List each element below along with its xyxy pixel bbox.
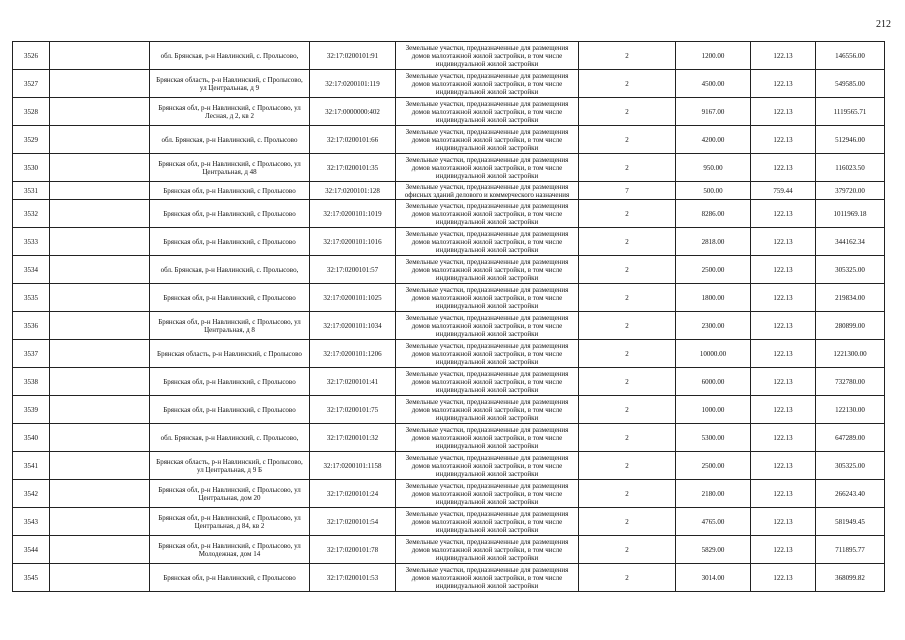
cadastral-value-cell: 379720.00 — [816, 182, 885, 200]
group-code-cell: 2 — [579, 452, 676, 480]
cadastral-number-cell: 32:17:0200101:41 — [310, 368, 396, 396]
land-purpose-cell: Земельные участки, предназначенные для размещения домов малоэтажной жилой застройки, в том числе индивидуальной жилой застройки — [396, 368, 579, 396]
row-number-cell: 3538 — [13, 368, 50, 396]
cadastral-value-cell: 146556.00 — [816, 42, 885, 70]
table-row — [13, 200, 885, 228]
cadastral-value-cell: 305325.00 — [816, 256, 885, 284]
row-number-cell: 3545 — [13, 564, 50, 592]
land-purpose-cell: Земельные участки, предназначенные для размещения офисных зданий делового и коммерческого назначения — [396, 182, 579, 200]
table-body — [13, 42, 885, 592]
group-code-cell: 2 — [579, 284, 676, 312]
land-registry-table — [12, 41, 885, 592]
area-cell: 2500.00 — [676, 452, 751, 480]
specific-value-cell: 122.13 — [751, 508, 816, 536]
blank-cell — [50, 126, 150, 154]
row-number-cell: 3532 — [13, 200, 50, 228]
blank-cell — [50, 70, 150, 98]
address-cell: Брянская обл, р-н Навлинский, с Пролысово — [150, 564, 310, 592]
group-code-cell: 2 — [579, 312, 676, 340]
table-row — [13, 312, 885, 340]
row-number-cell: 3543 — [13, 508, 50, 536]
address-cell: обл. Брянская, р-н Навлинский, с. Пролысово, — [150, 42, 310, 70]
address-cell: обл. Брянская, р-н Навлинский, с. Пролысово, — [150, 424, 310, 452]
land-purpose-cell: Земельные участки, предназначенные для размещения домов малоэтажной жилой застройки, в том числе индивидуальной жилой застройки — [396, 564, 579, 592]
group-code-cell: 2 — [579, 508, 676, 536]
specific-value-cell: 122.13 — [751, 70, 816, 98]
land-purpose-cell: Земельные участки, предназначенные для размещения домов малоэтажной жилой застройки, в том числе индивидуальной жилой застройки — [396, 424, 579, 452]
group-code-cell: 2 — [579, 126, 676, 154]
address-cell: Брянская обл, р-н Навлинский, с Пролысово, ул Лесная, д 2, кв 2 — [150, 98, 310, 126]
group-code-cell: 2 — [579, 70, 676, 98]
table-row — [13, 70, 885, 98]
cadastral-value-cell: 344162.34 — [816, 228, 885, 256]
land-purpose-cell: Земельные участки, предназначенные для размещения домов малоэтажной жилой застройки, в том числе индивидуальной жилой застройки — [396, 70, 579, 98]
table-row — [13, 126, 885, 154]
blank-cell — [50, 564, 150, 592]
specific-value-cell: 122.13 — [751, 564, 816, 592]
cadastral-value-cell: 549585.00 — [816, 70, 885, 98]
cadastral-number-cell: 32:17:0200101:24 — [310, 480, 396, 508]
cadastral-value-cell: 711895.77 — [816, 536, 885, 564]
group-code-cell: 2 — [579, 154, 676, 182]
area-cell: 500.00 — [676, 182, 751, 200]
area-cell: 8286.00 — [676, 200, 751, 228]
row-number-cell: 3536 — [13, 312, 50, 340]
blank-cell — [50, 312, 150, 340]
blank-cell — [50, 368, 150, 396]
table-row — [13, 396, 885, 424]
cadastral-value-cell: 368099.82 — [816, 564, 885, 592]
cadastral-number-cell: 32:17:0200101:35 — [310, 154, 396, 182]
row-number-cell: 3533 — [13, 228, 50, 256]
land-purpose-cell: Земельные участки, предназначенные для размещения домов малоэтажной жилой застройки, в том числе индивидуальной жилой застройки — [396, 536, 579, 564]
cadastral-number-cell: 32:17:0200101:91 — [310, 42, 396, 70]
blank-cell — [50, 536, 150, 564]
cadastral-number-cell: 32:17:0200101:128 — [310, 182, 396, 200]
blank-cell — [50, 340, 150, 368]
table-row — [13, 564, 885, 592]
address-cell: Брянская обл, р-н Навлинский, с Пролысово, ул Центральная, д 8 — [150, 312, 310, 340]
cadastral-value-cell: 122130.00 — [816, 396, 885, 424]
address-cell: Брянская обл, р-н Навлинский, с Пролысово — [150, 182, 310, 200]
cadastral-value-cell: 581949.45 — [816, 508, 885, 536]
cadastral-number-cell: 32:17:0000000:402 — [310, 98, 396, 126]
table-row — [13, 340, 885, 368]
blank-cell — [50, 480, 150, 508]
land-purpose-cell: Земельные участки, предназначенные для размещения домов малоэтажной жилой застройки, в том числе индивидуальной жилой застройки — [396, 396, 579, 424]
blank-cell — [50, 154, 150, 182]
cadastral-number-cell: 32:17:0200101:75 — [310, 396, 396, 424]
area-cell: 5829.00 — [676, 536, 751, 564]
group-code-cell: 2 — [579, 256, 676, 284]
area-cell: 1000.00 — [676, 396, 751, 424]
land-purpose-cell: Земельные участки, предназначенные для размещения домов малоэтажной жилой застройки, в том числе индивидуальной жилой застройки — [396, 42, 579, 70]
address-cell: Брянская обл, р-н Навлинский, с Пролысово — [150, 396, 310, 424]
page-number: 212 — [876, 19, 891, 30]
table-row — [13, 154, 885, 182]
row-number-cell: 3530 — [13, 154, 50, 182]
area-cell: 10000.00 — [676, 340, 751, 368]
address-cell: Брянская обл, р-н Навлинский, с Пролысово — [150, 284, 310, 312]
specific-value-cell: 122.13 — [751, 126, 816, 154]
table-row — [13, 42, 885, 70]
area-cell: 5300.00 — [676, 424, 751, 452]
table-row — [13, 452, 885, 480]
cadastral-value-cell: 266243.40 — [816, 480, 885, 508]
blank-cell — [50, 452, 150, 480]
table-row — [13, 424, 885, 452]
cadastral-number-cell: 32:17:0200101:1016 — [310, 228, 396, 256]
land-purpose-cell: Земельные участки, предназначенные для размещения домов малоэтажной жилой застройки, в том числе индивидуальной жилой застройки — [396, 452, 579, 480]
cadastral-value-cell: 219834.00 — [816, 284, 885, 312]
blank-cell — [50, 284, 150, 312]
row-number-cell: 3526 — [13, 42, 50, 70]
blank-cell — [50, 256, 150, 284]
specific-value-cell: 122.13 — [751, 424, 816, 452]
area-cell: 2300.00 — [676, 312, 751, 340]
specific-value-cell: 122.13 — [751, 256, 816, 284]
area-cell: 2818.00 — [676, 228, 751, 256]
group-code-cell: 2 — [579, 564, 676, 592]
address-cell: Брянская обл, р-н Навлинский, с Пролысово — [150, 200, 310, 228]
cadastral-value-cell: 1011969.18 — [816, 200, 885, 228]
row-number-cell: 3529 — [13, 126, 50, 154]
row-number-cell: 3541 — [13, 452, 50, 480]
cadastral-number-cell: 32:17:0200101:54 — [310, 508, 396, 536]
cadastral-number-cell: 32:17:0200101:1034 — [310, 312, 396, 340]
area-cell: 2180.00 — [676, 480, 751, 508]
address-cell: Брянская обл, р-н Навлинский, с Пролысово — [150, 368, 310, 396]
cadastral-value-cell: 305325.00 — [816, 452, 885, 480]
table-row — [13, 368, 885, 396]
row-number-cell: 3528 — [13, 98, 50, 126]
land-purpose-cell: Земельные участки, предназначенные для размещения домов малоэтажной жилой застройки, в том числе индивидуальной жилой застройки — [396, 154, 579, 182]
table-row — [13, 182, 885, 200]
specific-value-cell: 122.13 — [751, 228, 816, 256]
specific-value-cell: 122.13 — [751, 98, 816, 126]
group-code-cell: 2 — [579, 536, 676, 564]
blank-cell — [50, 200, 150, 228]
row-number-cell: 3531 — [13, 182, 50, 200]
cadastral-value-cell: 647289.00 — [816, 424, 885, 452]
address-cell: Брянская обл, р-н Навлинский, с Пролысово, ул Молодежная, дом 14 — [150, 536, 310, 564]
area-cell: 950.00 — [676, 154, 751, 182]
specific-value-cell: 122.13 — [751, 42, 816, 70]
specific-value-cell: 122.13 — [751, 284, 816, 312]
row-number-cell: 3539 — [13, 396, 50, 424]
specific-value-cell: 122.13 — [751, 396, 816, 424]
table-row — [13, 228, 885, 256]
blank-cell — [50, 42, 150, 70]
row-number-cell: 3544 — [13, 536, 50, 564]
cadastral-number-cell: 32:17:0200101:32 — [310, 424, 396, 452]
table-row — [13, 536, 885, 564]
address-cell: Брянская обл, р-н Навлинский, с Пролысово, ул Центральная, д 48 — [150, 154, 310, 182]
group-code-cell: 2 — [579, 42, 676, 70]
specific-value-cell: 122.13 — [751, 368, 816, 396]
row-number-cell: 3537 — [13, 340, 50, 368]
group-code-cell: 2 — [579, 424, 676, 452]
address-cell: Брянская область, р-н Навлинский, с Пролысово, ул Центральная, д 9 Б — [150, 452, 310, 480]
specific-value-cell: 122.13 — [751, 200, 816, 228]
cadastral-value-cell: 512946.00 — [816, 126, 885, 154]
area-cell: 4500.00 — [676, 70, 751, 98]
table-row — [13, 284, 885, 312]
specific-value-cell: 122.13 — [751, 452, 816, 480]
specific-value-cell: 759.44 — [751, 182, 816, 200]
address-cell: обл. Брянская, р-н Навлинский, с. Пролысово, — [150, 256, 310, 284]
blank-cell — [50, 182, 150, 200]
blank-cell — [50, 228, 150, 256]
cadastral-number-cell: 32:17:0200101:1206 — [310, 340, 396, 368]
land-purpose-cell: Земельные участки, предназначенные для размещения домов малоэтажной жилой застройки, в том числе индивидуальной жилой застройки — [396, 340, 579, 368]
row-number-cell: 3535 — [13, 284, 50, 312]
area-cell: 1800.00 — [676, 284, 751, 312]
group-code-cell: 2 — [579, 396, 676, 424]
cadastral-value-cell: 732780.00 — [816, 368, 885, 396]
cadastral-value-cell: 116023.50 — [816, 154, 885, 182]
blank-cell — [50, 508, 150, 536]
cadastral-number-cell: 32:17:0200101:1019 — [310, 200, 396, 228]
cadastral-number-cell: 32:17:0200101:78 — [310, 536, 396, 564]
group-code-cell: 2 — [579, 228, 676, 256]
table-row — [13, 508, 885, 536]
land-purpose-cell: Земельные участки, предназначенные для размещения домов малоэтажной жилой застройки, в том числе индивидуальной жилой застройки — [396, 256, 579, 284]
cadastral-number-cell: 32:17:0200101:1025 — [310, 284, 396, 312]
group-code-cell: 2 — [579, 98, 676, 126]
blank-cell — [50, 98, 150, 126]
address-cell: Брянская обл, р-н Навлинский, с Пролысово, ул Центральная, дом 20 — [150, 480, 310, 508]
group-code-cell: 7 — [579, 182, 676, 200]
land-purpose-cell: Земельные участки, предназначенные для размещения домов малоэтажной жилой застройки, в том числе индивидуальной жилой застройки — [396, 200, 579, 228]
specific-value-cell: 122.13 — [751, 536, 816, 564]
cadastral-value-cell: 280899.00 — [816, 312, 885, 340]
area-cell: 1200.00 — [676, 42, 751, 70]
group-code-cell: 2 — [579, 340, 676, 368]
row-number-cell: 3542 — [13, 480, 50, 508]
group-code-cell: 2 — [579, 200, 676, 228]
address-cell: Брянская область, р-н Навлинский, с Пролысово — [150, 340, 310, 368]
area-cell: 4200.00 — [676, 126, 751, 154]
row-number-cell: 3540 — [13, 424, 50, 452]
blank-cell — [50, 424, 150, 452]
land-purpose-cell: Земельные участки, предназначенные для размещения домов малоэтажной жилой застройки, в том числе индивидуальной жилой застройки — [396, 480, 579, 508]
cadastral-number-cell: 32:17:0200101:53 — [310, 564, 396, 592]
land-purpose-cell: Земельные участки, предназначенные для размещения домов малоэтажной жилой застройки, в том числе индивидуальной жилой застройки — [396, 284, 579, 312]
cadastral-number-cell: 32:17:0200101:57 — [310, 256, 396, 284]
land-purpose-cell: Земельные участки, предназначенные для размещения домов малоэтажной жилой застройки, в том числе индивидуальной жилой застройки — [396, 228, 579, 256]
group-code-cell: 2 — [579, 368, 676, 396]
address-cell: Брянская область, р-н Навлинский, с Пролысово, ул Центральная, д 9 — [150, 70, 310, 98]
group-code-cell: 2 — [579, 480, 676, 508]
table-row — [13, 98, 885, 126]
area-cell: 6000.00 — [676, 368, 751, 396]
area-cell: 2500.00 — [676, 256, 751, 284]
row-number-cell: 3534 — [13, 256, 50, 284]
specific-value-cell: 122.13 — [751, 480, 816, 508]
land-purpose-cell: Земельные участки, предназначенные для размещения домов малоэтажной жилой застройки, в том числе индивидуальной жилой застройки — [396, 98, 579, 126]
area-cell: 9167.00 — [676, 98, 751, 126]
area-cell: 3014.00 — [676, 564, 751, 592]
address-cell: Брянская обл, р-н Навлинский, с Пролысово, ул Центральная, д 84, кв 2 — [150, 508, 310, 536]
address-cell: Брянская обл, р-н Навлинский, с Пролысово — [150, 228, 310, 256]
address-cell: обл. Брянская, р-н Навлинский, с. Пролысово — [150, 126, 310, 154]
land-purpose-cell: Земельные участки, предназначенные для размещения домов малоэтажной жилой застройки, в том числе индивидуальной жилой застройки — [396, 312, 579, 340]
cadastral-value-cell: 1119565.71 — [816, 98, 885, 126]
table-row — [13, 480, 885, 508]
cadastral-number-cell: 32:17:0200101:119 — [310, 70, 396, 98]
specific-value-cell: 122.13 — [751, 154, 816, 182]
specific-value-cell: 122.13 — [751, 312, 816, 340]
cadastral-value-cell: 1221300.00 — [816, 340, 885, 368]
area-cell: 4765.00 — [676, 508, 751, 536]
cadastral-number-cell: 32:17:0200101:1158 — [310, 452, 396, 480]
row-number-cell: 3527 — [13, 70, 50, 98]
blank-cell — [50, 396, 150, 424]
specific-value-cell: 122.13 — [751, 340, 816, 368]
land-purpose-cell: Земельные участки, предназначенные для размещения домов малоэтажной жилой застройки, в том числе индивидуальной жилой застройки — [396, 508, 579, 536]
cadastral-number-cell: 32:17:0200101:66 — [310, 126, 396, 154]
table-row — [13, 256, 885, 284]
land-purpose-cell: Земельные участки, предназначенные для размещения домов малоэтажной жилой застройки, в том числе индивидуальной жилой застройки — [396, 126, 579, 154]
